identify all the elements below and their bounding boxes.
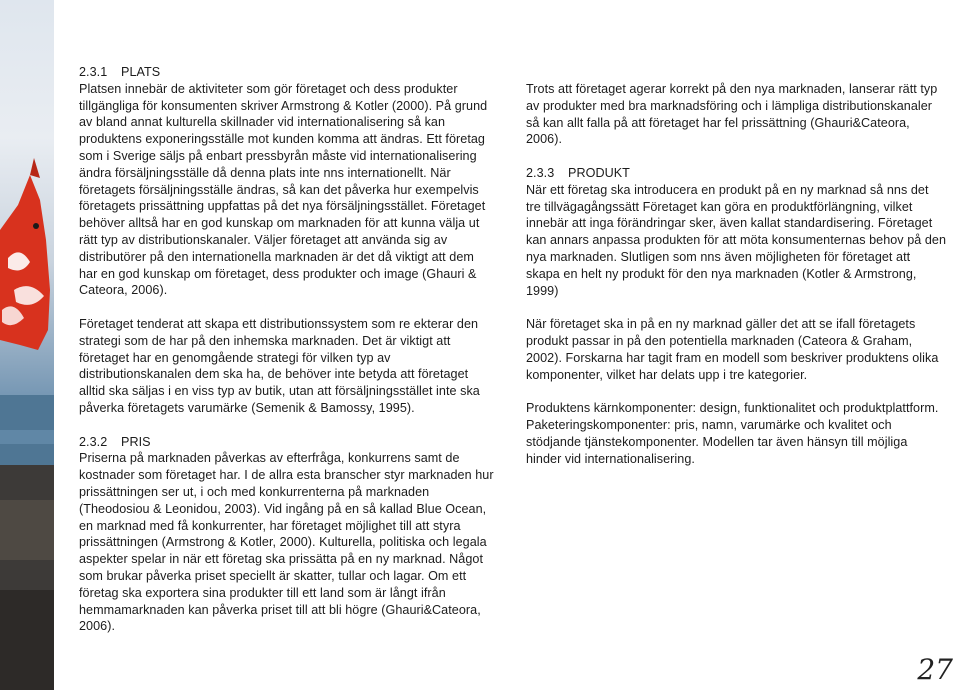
paragraph: Trots att företaget agerar korrekt på den nya marknaden, lanserar rätt typ av produkter med bra marknadsföring och i lämpliga distributionskanaler så kan allt falla på att företaget har fel prissättning (Ghauri&Cateora, 2006). [526,82,938,147]
page-number: 27 [917,653,953,686]
paragraph: Platsen innebär de aktiviteter som gör företaget och dess produkter tillgängliga för konsumenten skriver Armstrong & Kotler (2000). På grund av bland annat kulturella skillnader vid internationalisering så kan produktens exponeringsställe mot kunden komma att ändras. Ett företag som i Sverige säljs på enbart pressbyrån måste vid internationalisering ändra försäljningsställe då denna plats inte nns internationellt. När företagets försäljningsställe ändras, så kan det påverka hur exempelvis företagets prissättning uppfattas på det nya försäljningsstället. Företaget behöver alltså har en god kunskap om marknaden för att kunna välja ut rätt typ av distributionskanaler. Väljer företaget att använda sig av distributörer på den internationella marknaden är det då viktigt att dem har en god kunskap om företaget, dess produkter och image (Ghauri & Cateora, 2006). [79,81,488,298]
section-title: PRIS [121,434,151,449]
side-photo-dala-horse [0,0,54,690]
paragraph: Priserna på marknaden påverkas av efterfråga, konkurrens samt de kostnader som företaget har. I de allra esta branscher styr marknaden hur prissättningen ser ut, i och med konkurrenterna på marknaden (Theodosiou & Leonidou, 2003). Vid ingång på en så kallad Blue Ocean, en marknad med få konkurrenter, har företaget möjlighet till att styra prissättningen (Armstrong & Kotler, 2000). Kulturella, politiska och legala aspekter spelar in när ett företag ska prissätta på en ny marknad. Något som brukar påverka priset speciellt är skatter, tullar och lagar. Om ett företag ska exportera sina produkter till ett land som är långt ifrån hemmamarknaden kan påverka priset till att bli högre (Ghauri&Cateora, 2006). [79,451,494,634]
left-column [79,64,494,635]
right-column [526,81,946,467]
section-number: 2.3.3 [526,165,555,180]
dala-horse-illustration [0,0,54,690]
section-heading-produkt [526,165,946,182]
paragraph: Produktens kärnkomponenter: design, funktionalitet och produktplattform. Paketeringskomponenter: pris, namn, varumärke och kvalitet och stödjande tjänstekomponenter. Modellen tar även hänsyn till möjliga hinder vid internationalisering. [526,401,939,466]
section-number: 2.3.2 [79,434,108,449]
section-number: 2.3.1 [79,65,108,79]
paragraph: Företaget tenderat att skapa ett distributionssystem som re ekterar den strategi som de har på den inhemska marknaden. Det är viktigt att företaget har en genomgående strategi för vilken typ av distributionskanalen dem ska ha, de behöver inte betyda att företaget alltid ska säljas i en viss typ av butik, utan att försäljningsstället inte ska påverka företagets varumärke (Semenik & Bamossy, 1995). [79,316,480,415]
paragraph: När ett företag ska introducera en produkt på en ny marknad så nns det tre tillvägagångssätt Företaget kan göra en produktförlängning, vilket innebär att inga förändringar sker, även kallat standardisering. Företaget kan annars anpassa produkten för att möta konsumenternas behov på den nya marknaden. Slutligen som nns även möjligheten för företaget att skapa en helt ny produkt för den nya marknaden (Kotler & Armstrong, 1999) [526,182,947,298]
section-title: PLATS [121,65,161,79]
section-heading-pris [79,434,494,451]
section-heading-plats [79,64,494,81]
section-title: PRODUKT [568,165,630,180]
paragraph: När företaget ska in på en ny marknad gäller det att se ifall företagets produkt passar in på den potentiella marknaden (Cateora & Graham, 2002). Forskarna har tagit fram en modell som beskriver produktens olika komponenter, vilket har delats upp i tre kategorier. [526,317,939,382]
